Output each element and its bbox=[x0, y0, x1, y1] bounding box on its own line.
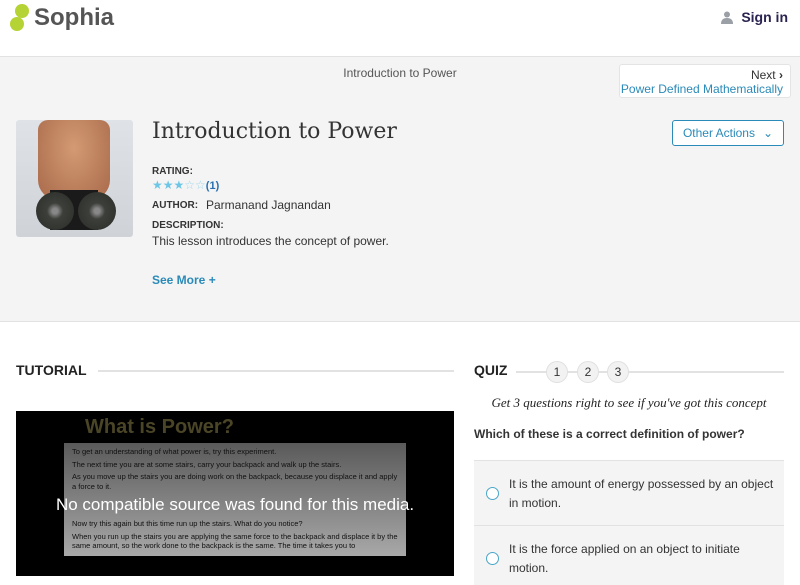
author-name: Parmanand Jagnandan bbox=[206, 198, 331, 212]
user-icon bbox=[721, 11, 733, 24]
radio-button[interactable] bbox=[486, 487, 499, 500]
other-actions-label: Other Actions bbox=[682, 126, 755, 140]
sign-in-button[interactable] bbox=[721, 9, 788, 25]
sophia-logo[interactable] bbox=[10, 4, 114, 32]
quiz-step-3: 3 bbox=[607, 361, 629, 383]
answer-option[interactable] bbox=[474, 460, 784, 525]
slide-line: When you run up the stairs you are applying the same force to the backpack and displace it by the same amount, so the work done to the backpack is the same. The time it takes you to bbox=[72, 531, 398, 550]
next-label: Next bbox=[750, 68, 776, 82]
next-lesson-title: Power Defined Mathematically bbox=[620, 82, 783, 96]
see-more-link[interactable]: See More + bbox=[152, 273, 216, 287]
description-text: This lesson introduces the concept of power. bbox=[152, 234, 389, 248]
rating-count[interactable]: (1) bbox=[205, 180, 220, 192]
quiz-step-1: 1 bbox=[546, 361, 568, 383]
slide-line: Now try this again but this time run up the stairs. What do you notice? bbox=[72, 519, 303, 528]
quiz-prompt: Get 3 questions right to see if you've got this concept bbox=[491, 395, 767, 410]
logo-icon bbox=[10, 4, 30, 32]
breadcrumb: Introduction to Power bbox=[343, 66, 457, 80]
answer-option[interactable] bbox=[474, 525, 784, 585]
media-error-message: No compatible source was found for this media. bbox=[55, 495, 415, 514]
quiz-step-2: 2 bbox=[577, 361, 599, 383]
quiz-question: Which of these is a correct definition of power? bbox=[474, 427, 745, 441]
slide-line: As you move up the stairs you are doing work on the backpack, because you displace it and apply a force to it. bbox=[72, 472, 398, 491]
author-label: AUTHOR: bbox=[152, 200, 199, 211]
slide-line: To get an understanding of what power is, try this experiment. bbox=[72, 447, 277, 456]
quiz-heading: QUIZ bbox=[474, 362, 508, 378]
slide-line: The next time you are at some stairs, carry your backpack and walk up the stairs. bbox=[72, 459, 342, 469]
radio-button[interactable] bbox=[486, 552, 499, 565]
logo-text: Sophia bbox=[34, 4, 115, 31]
other-actions-button[interactable] bbox=[672, 120, 784, 146]
slide-content bbox=[55, 443, 415, 556]
slide-title: What is Power? bbox=[85, 416, 234, 438]
answer-text: It is the force applied on an object to initiate motion. bbox=[509, 542, 740, 575]
sign-in-label: Sign in bbox=[741, 9, 788, 25]
divider bbox=[98, 370, 454, 372]
rating-label: RATING: bbox=[152, 166, 193, 177]
rating-stars[interactable] bbox=[152, 178, 219, 192]
answer-text: It is the amount of energy possessed by an object in motion. bbox=[509, 477, 774, 510]
chevron-right-icon: › bbox=[779, 68, 783, 82]
site-header bbox=[0, 0, 800, 57]
lesson-title: Introduction to Power bbox=[152, 119, 397, 144]
star-filled-icon: ★★★ bbox=[152, 178, 185, 192]
description-label: DESCRIPTION: bbox=[152, 220, 224, 231]
star-empty-icon: ☆☆ bbox=[184, 178, 206, 192]
next-lesson-button[interactable] bbox=[619, 64, 791, 98]
chevron-down-icon: ⌄ bbox=[762, 126, 774, 140]
video-player[interactable] bbox=[16, 411, 454, 576]
lesson-thumbnail bbox=[16, 120, 133, 237]
tutorial-heading: TUTORIAL bbox=[16, 362, 87, 378]
